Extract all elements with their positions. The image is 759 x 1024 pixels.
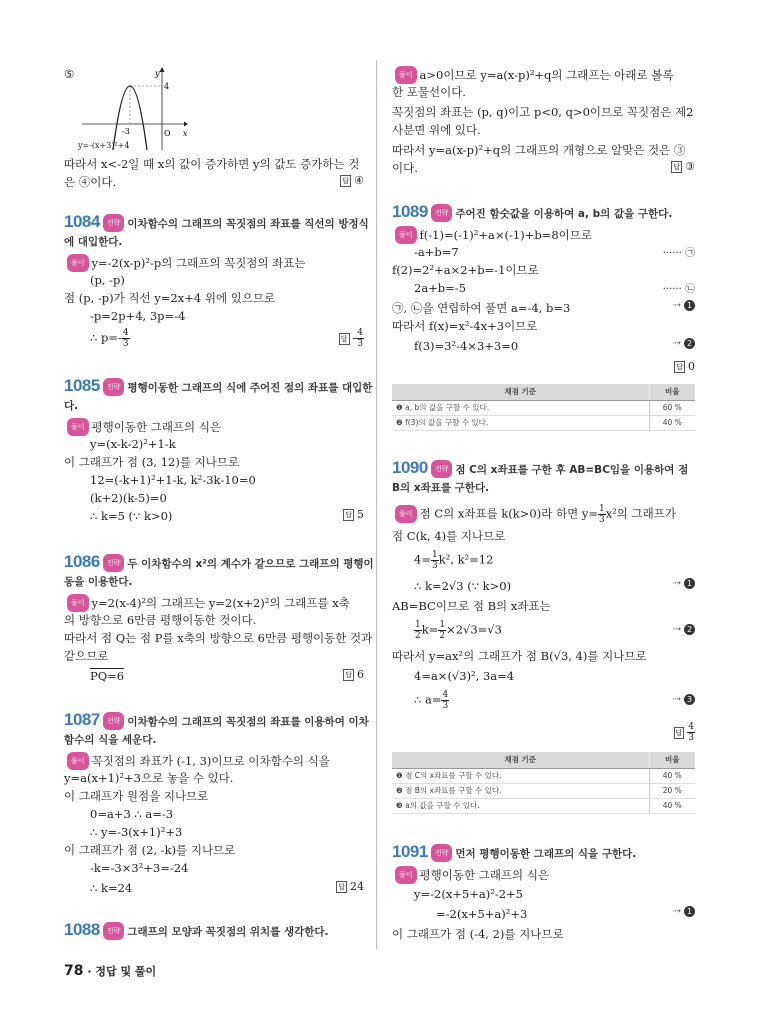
equation-marker: ······ ㉠: [662, 248, 695, 259]
step-marker: ⇢ 1: [673, 906, 695, 917]
strategy-cont: 다.: [64, 400, 79, 412]
table-row: ❸ a의 값을 구할 수 있다. 40 %: [392, 798, 695, 813]
graph-text-2: 은 ④이다.: [64, 175, 117, 189]
sol-line: 0=a+3 ∴ a=-3: [90, 807, 174, 821]
sol-line: 2a+b=-5: [414, 281, 467, 295]
sol-line: 이 그래프가 점 (-4, 2)를 지나므로: [392, 927, 564, 941]
problem-1091-header: 1091 전략 먼저 평행이동한 그래프의 식을 구한다.: [392, 842, 637, 861]
sol-line: 점 (p, -p)가 직선 y=2x+4 위에 있으므로: [64, 291, 276, 305]
sol-line: y=a(x+1)²+3으로 놓을 수 있다.: [64, 771, 234, 785]
sol-line: 의 방향으로 6만큼 평행이동한 것이다.: [64, 613, 257, 627]
equation-marker: ······ ㉡: [662, 284, 695, 295]
sol-line: f(2)=2²+a×2+b=-1이므로: [392, 263, 539, 277]
footer-title: 정답 및 풀이: [95, 965, 157, 978]
choice-number: ⑤: [64, 67, 75, 81]
sol-line: y=(x-k-2)²+1-k: [90, 437, 176, 451]
step-marker: ⇢ 2: [673, 338, 695, 349]
answer-mark: 답 ④: [342, 174, 364, 187]
sol-line: 풀이 f(-1)=(-1)²+a×(-1)+b=8이므로: [392, 226, 592, 244]
table-header: 채점 기준: [392, 384, 649, 400]
answer-mark: 답 - $\frac{4}{3}$: [340, 328, 363, 349]
strategy-cont: B의 x좌표를 구한다.: [392, 482, 490, 494]
sol-line: 풀이 y=2(x-4)²의 그래프는 y=2(x+2)²의 그래프를 x축: [64, 594, 350, 612]
footer-separator: ·: [87, 965, 92, 978]
sol-line: ∴ y=-3(x+1)²+3: [90, 825, 183, 839]
sol-line: 이다.: [392, 161, 418, 175]
sol-line: -p=2p+4, 3p=-4: [90, 309, 186, 323]
answer-mark: 답 6: [345, 668, 364, 681]
step-marker: ⇢ 1: [673, 578, 695, 589]
problem-1084-header: 1084 전략 이차함수의 그래프의 꼭짓점의 좌표를 직선의 방정식: [64, 212, 369, 231]
curve-label: y=-(x+3)²+4: [78, 141, 130, 150]
sol-line: 풀이 평행이동한 그래프의 식은: [64, 418, 221, 436]
sol-line: 풀이 꼭짓점의 좌표가 (-1, 3)이므로 이차함수의 식을: [64, 752, 330, 770]
sol-line: 풀이 a>0이므로 y=a(x-p)²+q의 그래프는 아래로 볼록: [392, 66, 673, 84]
page-footer: [64, 963, 156, 979]
problem-1089-header: 1089 전략 주어진 함숫값을 이용하여 a, b의 값을 구한다.: [392, 202, 673, 221]
column-divider: [376, 60, 377, 950]
step-marker: ⇢ 3: [673, 694, 695, 705]
sol-line: ㉠, ㉡을 연립하여 풀면 a=-4, b=3: [392, 301, 571, 315]
y-axis-label: y: [155, 69, 160, 78]
sol-line: 따라서 y=ax²의 그래프가 점 B(√3, 4)를 지나므로: [392, 649, 647, 663]
strategy-cont: 동을 이용한다.: [64, 576, 133, 588]
answer-mark: 답 24: [338, 880, 364, 893]
sol-line: 꼭짓점의 좌표는 (p, q)이고 p<0, q>0이므로 꼭짓점은 제2: [392, 105, 694, 119]
sol-line: -a+b=7: [414, 245, 459, 259]
origin-label: O: [164, 129, 171, 138]
answer-mark: 답 ③: [673, 160, 695, 173]
table-row: ❶ 점 C의 x좌표를 구할 수 있다. 40 %: [392, 768, 695, 783]
sol-line: 한 포물선이다.: [392, 85, 466, 99]
strategy-cont: 함수의 식을 세운다.: [64, 734, 157, 746]
sol-line: 풀이 평행이동한 그래프의 식은: [392, 866, 549, 884]
table-header: 비율: [649, 384, 695, 400]
scoring-table-1090: [392, 752, 695, 814]
sol-line: 따라서 f(x)=x²-4x+3이므로: [392, 319, 538, 333]
sol-line: 이 그래프가 원점을 지나므로: [64, 789, 209, 803]
problem-1085-header: 1085 전략 평행이동한 그래프의 식에 주어진 점의 좌표를 대입한: [64, 376, 373, 395]
answer-mark: 답 5: [345, 508, 364, 521]
sol-line: ∴ k=5 (∵ k>0): [90, 509, 173, 523]
table-header: 채점 기준: [392, 752, 649, 768]
sol-line: y=-2(x+5+a)²-2+5: [414, 887, 524, 901]
sol-line: f(3)=3²-4×3+3=0: [414, 339, 519, 353]
sol-line: 이 그래프가 점 (2, -k)를 지나므로: [64, 843, 236, 857]
problem-1088-header: 1088 전략 그래프의 모양과 꼭짓점의 위치를 생각한다.: [64, 920, 329, 939]
step-marker: ⇢ 1: [673, 300, 695, 311]
table-header: 비율: [649, 752, 695, 768]
strategy-cont: 에 대입한다.: [64, 236, 123, 248]
sol-line: 따라서 점 Q는 점 P를 x축의 방향으로 6만큼 평행이동한 것과: [64, 631, 373, 645]
scoring-table-1089: [392, 384, 695, 431]
y-tick-label: 4: [164, 82, 170, 91]
sol-line: (k+2)(k-5)=0: [90, 491, 167, 505]
sol-line: 4=a×(√3)², 3a=4: [414, 669, 515, 683]
problem-1086-header: 1086 전략 두 이차함수의 x²의 계수가 같으므로 그래프의 평행이: [64, 552, 374, 571]
sol-line: (p, -p): [90, 273, 125, 287]
table-row: ❷ f(3)의 값을 구할 수 있다. 40 %: [392, 415, 695, 430]
sol-line: ∴ a= $\frac{4}{3}$: [414, 690, 449, 711]
sol-line: 사분면 위에 있다.: [392, 123, 481, 137]
x-axis-label: x: [183, 129, 188, 138]
answer-mark: 답 0: [676, 360, 695, 373]
step-marker: ⇢ 2: [673, 624, 695, 635]
answer-mark: 답 $\frac{4}{3}$: [675, 722, 694, 743]
sol-line: 이 그래프가 점 (3, 12)를 지나므로: [64, 455, 240, 469]
sol-line: $\frac{1}{2}$ k= $\frac{1}{2}$ ×2√3=√3: [415, 620, 502, 641]
problem-1090-header: 1090 전략 점 C의 x좌표를 구한 후 AB=BC임을 이용하여 점: [392, 458, 689, 477]
sol-line: 같으므로: [64, 649, 109, 663]
sol-line: 풀이 점 C의 x좌표를 k(k>0)라 하면 y= $\frac{1}{3}$ x²의 그래프가: [392, 504, 676, 525]
sol-line: ∴ k=24: [90, 881, 133, 895]
sol-line: 점 C(k, 4)를 지나므로: [392, 529, 506, 543]
sol-line: ∴ k=2√3 (∵ k>0): [414, 579, 512, 593]
sol-line: 4= $\frac{1}{3}$ k², k²=12: [414, 550, 494, 571]
sol-line: AB=BC이므로 점 B의 x좌표는: [392, 599, 551, 613]
sol-line: -k=-3×3²+3=-24: [90, 861, 189, 875]
sol-line: =-2(x+5+a)²+3: [436, 907, 528, 921]
sol-line: ∴ p=- $\frac{4}{3}$: [90, 328, 129, 349]
problem-1087-header: 1087 전략 이차함수의 그래프의 꼭짓점의 좌표를 이용하여 이차: [64, 710, 369, 729]
x-tick-label: -3: [122, 127, 130, 136]
sol-line: PQ=6: [90, 669, 125, 683]
sol-line: 따라서 y=a(x-p)²+q의 그래프의 개형으로 알맞은 것은 ③: [392, 143, 686, 157]
page-number: 78: [64, 963, 84, 979]
sol-line: 풀이 y=-2(x-p)²-p의 그래프의 꼭짓점의 좌표는: [64, 254, 306, 272]
table-row: ❶ a, b의 값을 구할 수 있다. 60 %: [392, 400, 695, 415]
graph-text-1: 따라서 x<-2일 때 x의 값이 증가하면 y의 값도 증가하는 것: [64, 157, 360, 171]
sol-line: 12=(-k+1)²+1-k, k²-3k-10=0: [90, 473, 256, 487]
table-row: ❷ 점 B의 x좌표를 구할 수 있다. 20 %: [392, 783, 695, 798]
